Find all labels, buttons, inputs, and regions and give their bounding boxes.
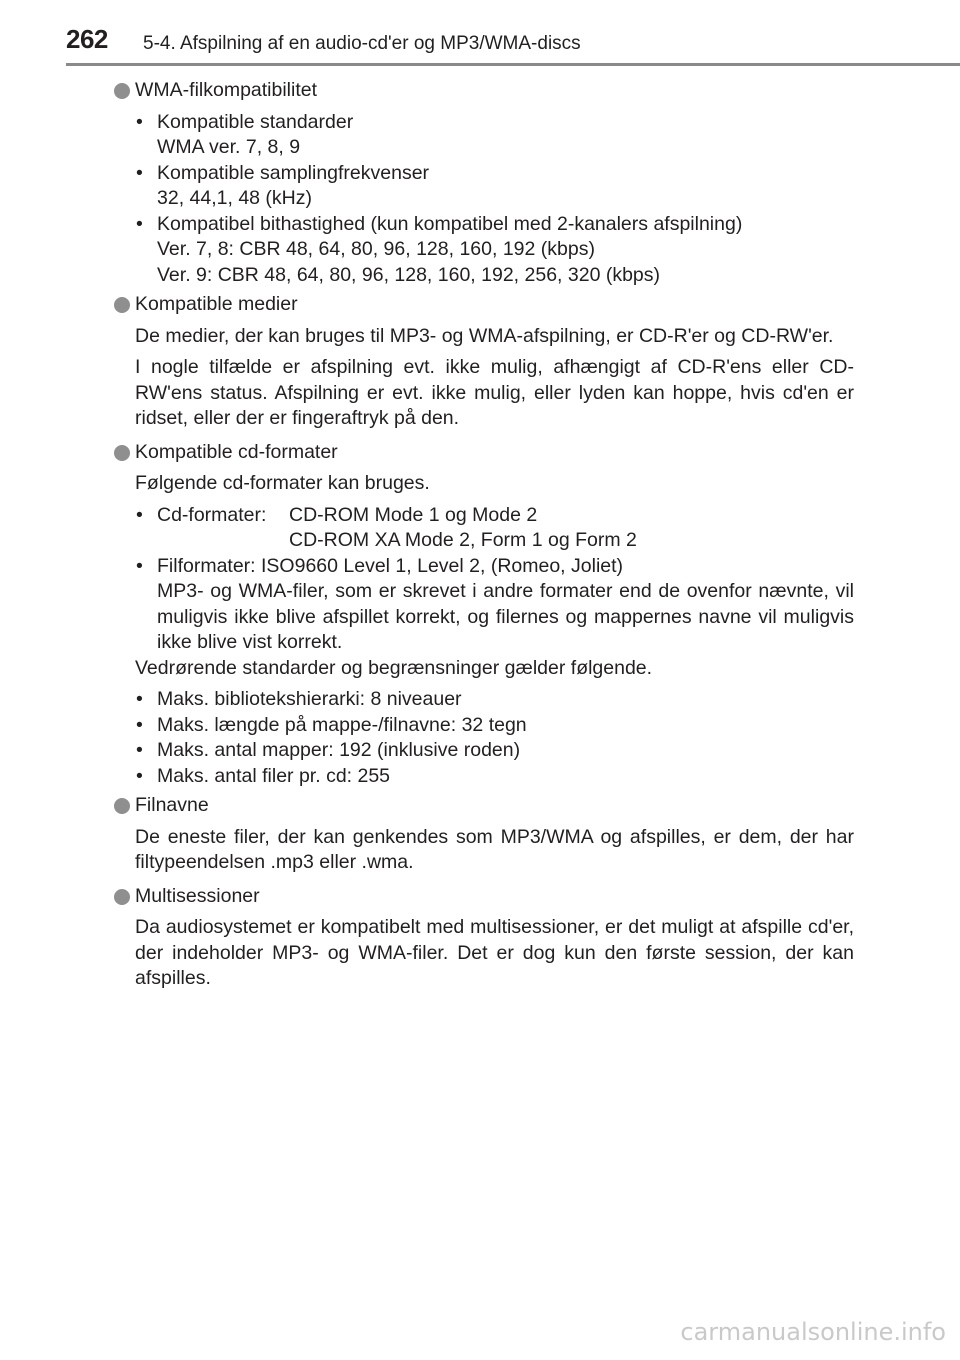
section-multisession [112,884,854,992]
bullet-circle-icon [114,445,130,461]
section-cd-formats [112,440,854,790]
page-header [0,0,960,70]
section-compatible-media [112,292,854,432]
list-item: • Filformater: ISO9660 Level 1, Level 2, (Romeo, Joliet) MP3- og WMA-filer, som er skrevet i andre formater end de ovenfor nævnte, vil muligvis ikke blive afspillet korrekt, og filernes og mappernes navne vil muligvis ikke blive vist korrekt. [136,554,854,653]
section-heading: Kompatible cd-formater [112,440,854,466]
list-item: • Kompatible samplingfrekvenser 32, 44,1, 48 (kHz) [136,161,430,209]
bullet-circle-icon [114,297,130,313]
bullet-circle-icon [114,83,130,99]
bullet-circle-icon [114,889,130,905]
list-item: • Kompatible standarder WMA ver. 7, 8, 9 [136,110,354,158]
paragraph: Da audiosystemet er kompatibelt med multisessioner, er det muligt at afspille cd'er, der indeholder MP3- og WMA-filer. Det er dog kun den første session, der kan afspilles. [135,916,854,989]
list-item: • Maks. antal filer pr. cd: 255 [136,764,391,787]
paragraph: De eneste filer, der kan genkendes som MP3/WMA og afspilles, er dem, der har filtypeendelsen .mp3 eller .wma. [135,825,854,873]
bullet-list [135,503,854,656]
list-item: • Maks. bibliotekshierarki: 8 niveauer [136,688,462,710]
list-item: • Cd-formater: CD-ROM Mode 1 og Mode 2 CD-ROM XA Mode 2, Form 1 og Form 2 [136,503,637,551]
watermark: carmanualsonline.info [680,1318,946,1346]
paragraph: Vedrørende standarder og begrænsninger gælder følgende. [135,656,653,679]
section-heading: WMA-filkompatibilitet [112,78,854,104]
section-heading: Multisessioner [112,884,854,910]
section-heading: Filnavne [112,793,854,819]
page-content [112,78,854,992]
list-item: • Kompatibel bithastighed (kun kompatibel med 2-kanalers afspilning) Ver. 7, 8: CBR 48, 64, 80, 96, 128, 160, 192 (kbps) Ver. 9: CBR 48, 64, 80, 96, 128, 160, 192, 256, 320 (kbps) [136,212,743,286]
bullet-circle-icon [114,798,130,814]
bullet-list [135,687,854,789]
paragraph: De medier, der kan bruges til MP3- og WMA-afspilning, er CD-R'er og CD-RW'er. [135,324,834,347]
list-item: • Maks. antal mapper: 192 (inklusive roden) [136,739,521,761]
page-number: 262 [66,24,108,54]
list-item: • Maks. længde på mappe-/filnavne: 32 tegn [136,713,527,736]
section-title: 5-4. Afspilning af en audio-cd'er og MP3/WMA-discs [143,33,581,54]
paragraph: Følgende cd-formater kan bruges. [135,472,430,494]
header-divider [66,63,960,66]
section-wma-compat [112,78,854,288]
bullet-list [135,110,854,289]
section-heading: Kompatible medier [112,292,854,318]
section-filenames [112,793,854,876]
paragraph: I nogle tilfælde er afspilning evt. ikke mulig, afhængigt af CD-R'ens eller CD-RW'ens status. Afspilning er evt. ikke mulig, eller lyden kan hoppe, hvis cd'en er ridset, eller der er fingeraftryk på den. [135,356,854,429]
